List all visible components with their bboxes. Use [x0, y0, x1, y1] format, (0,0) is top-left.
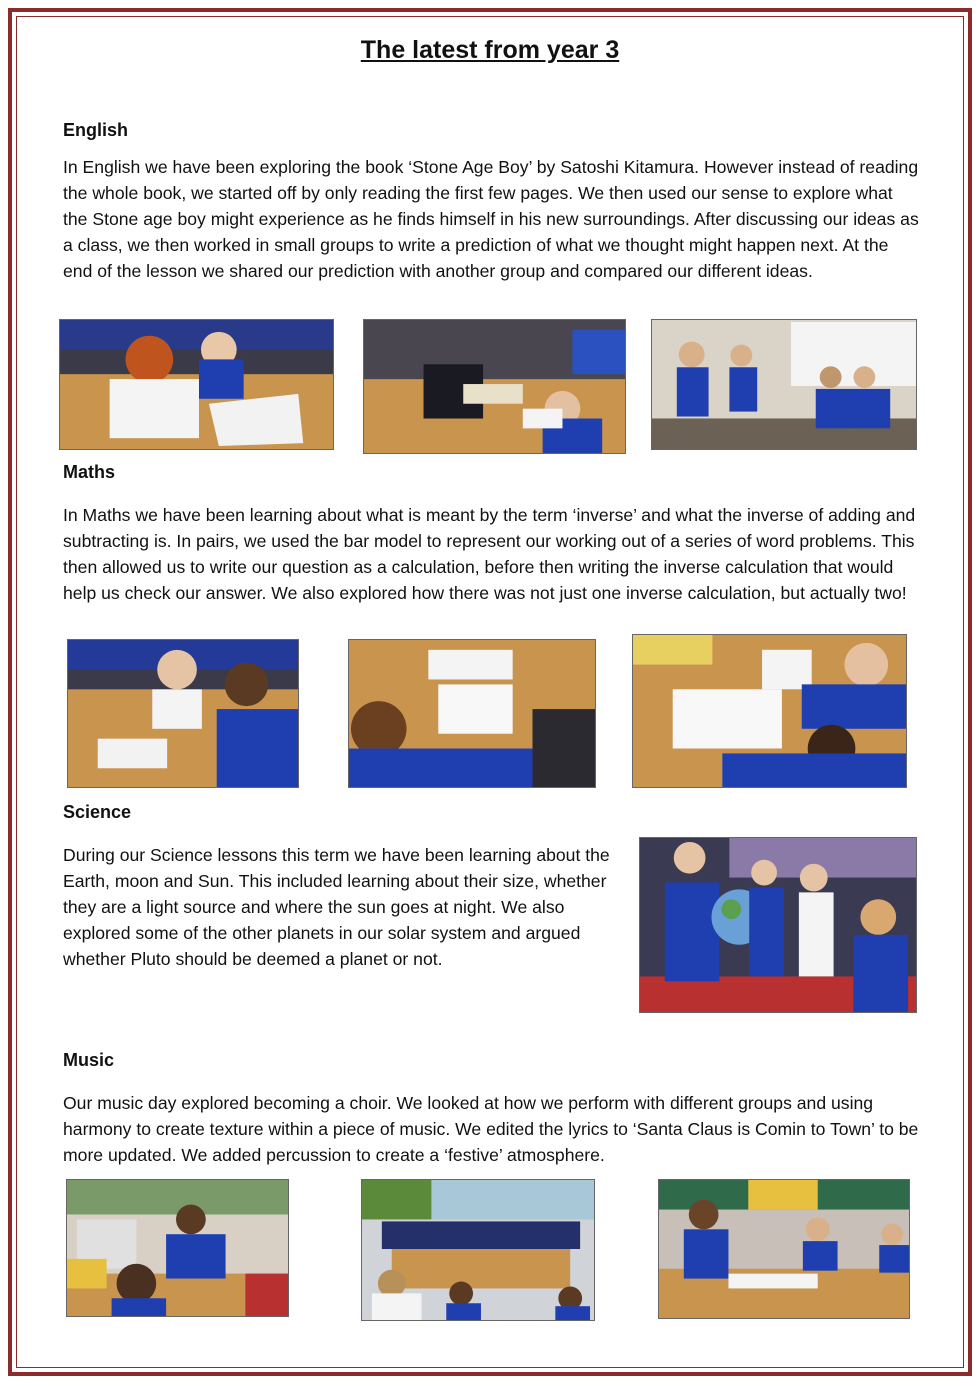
music-paragraph: Our music day explored becoming a choir. We looked at how we perform with different groups and using harmony to create texture within a piece of music. We edited the lyrics to ‘Santa Claus is Comin to Town’ to be more updated. We added percussion to create a ‘festive’ atmosphere.: [63, 1093, 919, 1165]
english-paragraph: In English we have been exploring the book ‘Stone Age Boy’ by Satoshi Kitamura. However instead of reading the whole book, we started off by only reading the first few pages. We then used our sense to explore what the Stone age boy might experience as he finds himself in his new surroundings. After discussing our ideas as a class, we then worked in small groups to write a prediction of what we thought might happen next. At the end of the lesson we shared our prediction with another group and compared our different ideas.: [63, 157, 919, 281]
music-photo-1: [66, 1179, 289, 1317]
science-heading: Science: [63, 802, 132, 822]
english-heading: English: [63, 120, 129, 140]
page-title: The latest from year 3: [360, 36, 620, 64]
science-photo-1: [639, 837, 917, 1013]
science-paragraph: During our Science lessons this term we have been learning about the Earth, moon and Sun. This included learning about their size, whether they are a light source and where the sun goes at night. We also explored some of the other planets in our solar system and argued whether Pluto should be deemed a planet or not.: [63, 845, 610, 969]
music-photo-3: [658, 1179, 910, 1319]
maths-photo-2: [348, 639, 596, 788]
music-photo-2: [361, 1179, 595, 1321]
english-photo-2: [363, 319, 626, 454]
music-heading: Music: [63, 1050, 115, 1070]
english-photo-3: [651, 319, 917, 450]
english-photo-1: [59, 319, 334, 450]
maths-paragraph: In Maths we have been learning about what is meant by the term ‘inverse’ and what the inverse of adding and subtracting is. In pairs, we used the bar model to represent our working out of a series of word problems. This then allowed us to write our question as a calculation, before then writing the inverse calculation that would help us check our answer. We also explored how there was not just one inverse calculation, but actually two!: [63, 505, 916, 603]
maths-photo-1: [67, 639, 299, 788]
maths-heading: Maths: [63, 462, 116, 482]
maths-photo-3: [632, 634, 907, 788]
